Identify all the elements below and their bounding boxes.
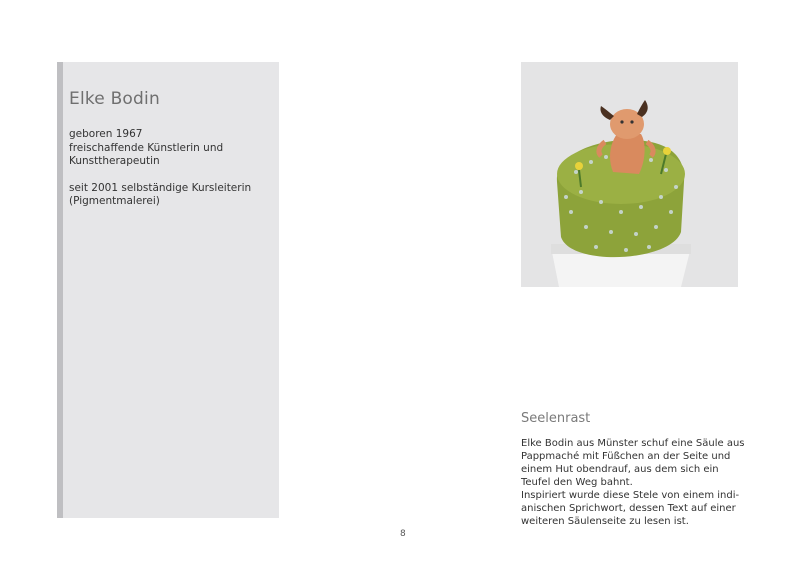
artwork-description [521,437,746,528]
bio-line: seit 2001 selbständige Kursleiterin [69,181,252,194]
description-line: Inspiriert wurde diese Stele von einem indi- [521,490,740,501]
bio-line: freischaffende Künstlerin und [69,141,224,154]
bio-paragraph-1 [69,128,274,169]
bio-line: geboren 1967 [69,128,143,140]
page-number: 8 [400,529,406,539]
description-line: Elke Bodin aus Münster schuf eine Säule aus [521,438,745,449]
sculpture-image [521,62,738,287]
bio-line: Kunsttherapeutin [69,155,160,167]
description-line: Pappmaché mit Füßchen an der Seite und [521,451,731,462]
artist-info-panel [57,62,279,518]
bio-line: (Pigmentmalerei) [69,195,160,207]
artist-name: Elke Bodin [69,89,160,109]
bio-paragraph-2 [69,182,274,209]
artist-bio [69,128,274,222]
description-line: anischen Sprichwort, dessen Text auf einer [521,503,736,514]
sculpture-photo [521,62,738,287]
description-line: einem Hut obendrauf, aus dem sich ein [521,464,719,475]
description-line: weiteren Säulenseite zu lesen ist. [521,516,689,527]
panel-accent-bar [57,62,63,518]
devil-figure [610,134,645,174]
artwork-title: Seelenrast [521,411,591,426]
description-line: Teufel den Weg bahnt. [521,477,633,488]
